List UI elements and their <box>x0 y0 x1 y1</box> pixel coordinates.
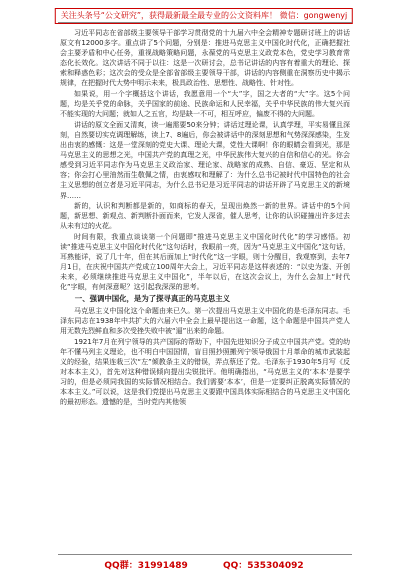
paragraph: 1921年7月在列宁领导的共产国际的帮助下，中国先进知识分子成立中国共产党。党的幼年不懂马列主义理论，也不明白中国国情，盲目照抄照搬列宁领导俄国十月革命的城市武装起义的经验，结果连栽三次“左”倾教条主义的错误，弄点蔡还了党。毛泽东于1930年5月写《反对本本主义》，首先对这种错误倾向提出尖锐批评。他明确指出，“马克思主义的‘本本’是要学习的，但是必须同我国的实际情况相结合。我们需要‘本本’，但是一定要纠正脱离实际情况的本本主义。”可以说，这是我们党提出马克思主义要跟中国具体实际相结合的马克思主义中国化的最初形态。遗憾的是，当时党内其他领 <box>60 337 350 407</box>
footer <box>0 558 408 571</box>
paragraph: 新的，认识和判断都是新的，如商标的春天，呈现出焕然一新的世界。讲话中的5个问题，新思想、新观点、新判断扑面而来，它发人深省，催人思考，让你的认识碰撞出许多过去从未有过的火花。 <box>60 202 350 231</box>
paragraph: 习近平同志在省部级主要领导干部学习贯彻党的十九届六中全会精神专题研讨班上的讲话原文有12000多字。重点讲了5个问题，分别是：推进马克思主义中国化时代化，正确把握社会主要矛盾和中心任务，重视战略策略问题，永葆党的马克思主义政党本色，党史学习教育常态化长效化。这次讲话不同于以往：这是一次研讨会，总书记讲话的内容有着重大的理论、探索和释惑色彩；这次会的受众是全部省部级主要领导干部，讲话的内容侧重在洞察历史中揭示规律，在把握时代大势中明示未来，极具政治性、思想性、战略性、针对性。 <box>60 29 350 88</box>
header-rule <box>58 22 352 23</box>
footer-qq: QQ：535304092 <box>222 561 304 571</box>
paragraph: 如果说，用一个字概括这个讲话，我愿意用一个“大”字，国之大者的“大”字。这5个问题，均是关乎党的命脉，关乎国家的前途、民族命运和人民幸福，关乎中华民族的伟大复兴而不能实现的大问题；就如人之五官，均是缺一不可，相互呼应，偏废不得的大问题。 <box>60 90 350 119</box>
document-body <box>60 28 350 408</box>
footer-qq-group: QQ群：31991489 <box>104 561 188 571</box>
paragraph: 讲话的原文全面又清爽，读一遍需要50来分钟；讲话过理论课，认真学理，平实易懂且深刻，自然要切实克调理解练，读上7、8遍后，你会被讲话中的深刻思想和气势深深感染，生发出由衷的感慨：这是一堂深刻的党史大课、理论大课，党性大课啊！你的眼睛会看到光，那是马克思主义的思想之光，中国共产党的真理之光，中华民族伟大复兴的自信和信心的光。你会感受到习近平同志作为马克思主义政治家、理论家、战略家的成熟、自信、豪迈、坚定和从容；你会打心里油然而生敬佩之情，由衷感叹和理解了：为什么总书记被时代中国特色的社会主义思想的创立者是习近平同志，为什么总书记是习近平同志的讲话开辟了马克思主义的新境界…… <box>60 120 350 200</box>
paragraph: 马克思主义中国化这个命题由来已久。第一次提出马克思主义中国化的是毛泽东同志。毛泽东同志在1938年中共扩大的六届六中全会上最早提出这一命题，这个命题是中国共产党人用无数先烈鲜血和多次受挫失败中被“逼”出来的命题。 <box>60 306 350 336</box>
footer-rule <box>58 554 352 555</box>
header-banner: 关注头条号“公文研究”，获得最新最全最专业的公文资料库！ 微信：gongwenyj <box>55 8 353 24</box>
section-heading: 一、强调中国化，是为了探寻真正的马克思主义 <box>74 294 231 304</box>
paragraph: 时间有限，我重点谈谈第一个问题即“推进马克思主义中国化时代化”的学习感悟。初读“推进马克思主义中国化时代化”这句话时，我眼前一亮，因为“马克思主义中国化”这句话，耳熟能详，说了几十年，但在其后面加上“时代化”这一字眼，则十分醒目，我观察到，去年7月1日，在庆祝中国共产党成立100周年大会上，习近平同志是这样表述的：“以史为鉴、开创未来，必须继续推进马克思主义中国化”，半年以后，在这次会议上，为什么会加上“时代化”字眼，有何深意呢？这引起我深深的思考。 <box>60 232 350 292</box>
